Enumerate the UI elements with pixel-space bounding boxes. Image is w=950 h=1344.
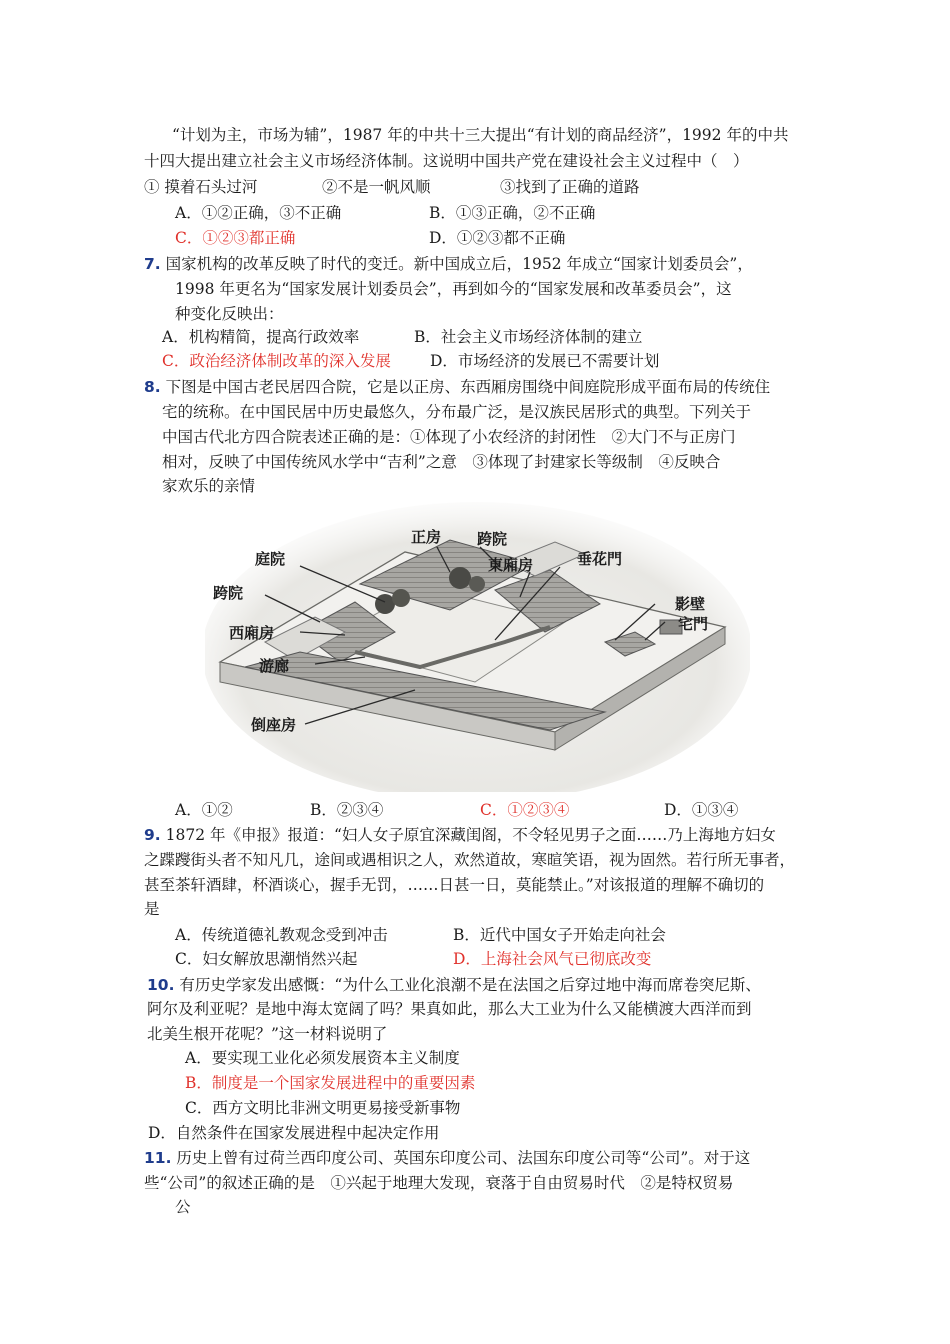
label-zhaimen: 宅門 [678,615,709,633]
q10-option-b[interactable]: B．制度是一个国家发展进程中的重要因素 [185,1074,476,1092]
tree-4 [469,576,485,592]
q10-line1 [147,975,761,995]
q7-line1 [144,254,753,274]
q9-option-c[interactable]: C．妇女解放思潮悄然兴起 [175,950,358,968]
q6-statement-2: ②不是一帆风顺 [322,178,431,196]
q8-option-d[interactable]: D．①③④ [664,801,739,819]
q10-number: 10. [147,976,175,994]
q7-number: 7. [144,255,161,273]
q7-option-b[interactable]: B．社会主义市场经济体制的建立 [414,328,643,346]
q9-options-row2 [175,949,651,969]
q9-line2: 之蹀躞街头者不知凡几，途间或遇相识之人，欢然道故，寒暄笑语，视为固然。若行所无事者， [144,851,796,869]
q9-line4: 是 [144,900,160,918]
q8-text-1: 下图是中国古老民居四合院，它是以正房、东西厢房围绕中间庭院形成平面布局的传统住 [165,378,771,396]
q6-option-d[interactable]: D．①②③都不正确 [429,229,566,247]
q8-line1 [144,377,770,397]
label-youlang: 游廊 [259,657,290,675]
q9-option-a[interactable]: A．传统道德礼教观念受到冲击 [175,926,388,944]
q6-statement-1: ① 摸着石头过河 [144,178,258,196]
q8-number: 8. [144,378,161,396]
q10-text-1: 有历史学家发出感慨：“为什么工业化浪潮不是在法国之后穿过地中海而席卷突尼斯、 [179,976,761,994]
q8-option-c[interactable]: C．①②③④ [480,801,570,819]
q10-line2: 阿尔及利亚呢？是地中海太宽阔了吗？果真如此，那么大工业为什么又能横渡大西洋而到 [147,1000,752,1018]
q9-number: 9. [144,826,161,844]
tree-2 [392,589,410,607]
q7-line3: 种变化反映出： [175,305,284,323]
q9-line3: 甚至茶轩酒肆，杯酒谈心，握手无罚，……日甚一日，莫能禁止。”对该报道的理解不确切的 [144,876,765,894]
label-chuihuamen: 垂花門 [577,550,623,568]
q7-text-1: 国家机构的改革反映了时代的变迁。新中国成立后，1952 年成立“国家计划委员会”， [165,255,753,273]
q9-option-d[interactable]: D．上海社会风气已彻底改变 [453,950,652,968]
label-dongxiangfang: 東廂房 [488,556,534,574]
q7-options-row1 [162,327,642,347]
q6-line2: 十四大提出建立社会主义市场经济体制。这说明中国共产党在建设社会主义过程中（ ） [144,152,749,170]
q8-line5: 家欢乐的亲情 [162,477,256,495]
q11-line3: 公 [175,1198,191,1216]
q10-option-c[interactable]: C．西方文明比非洲文明更易接受新事物 [185,1099,461,1117]
q7-option-c[interactable]: C．政治经济体制改革的深入发展 [162,352,391,370]
q11-text-1: 历史上曾有过荷兰西印度公司、英国东印度公司、法国东印度公司等“公司”。对于这 [176,1149,751,1167]
label-xiangfang-west: 西廂房 [229,624,275,642]
q6-line1: “计划为主，市场为辅”，1987 年的中共十三大提出“有计划的商品经济”，1992 年的中共 [172,126,789,144]
tree-3 [449,567,471,589]
q6-option-c[interactable]: C．①②③都正确 [175,229,296,247]
q6-option-b[interactable]: B．①③正确，②不正确 [429,204,596,222]
label-tingyuan: 庭院 [255,550,286,568]
q9-line1 [144,825,776,845]
q7-option-d[interactable]: D．市场经济的发展已不需要计划 [430,352,660,370]
label-yingbi: 影壁 [675,595,706,613]
q6-statements [144,177,640,197]
q7-option-a[interactable]: A．机构精简，提高行政效率 [162,328,360,346]
q8-option-b[interactable]: B．②③④ [310,801,384,819]
label-daozuofang: 倒座房 [251,716,297,734]
q6-option-a[interactable]: A．①②正确，③不正确 [175,204,342,222]
q11-number: 11. [144,1149,172,1167]
q7-line2: 1998 年更名为“国家发展计划委员会”，再到如今的“国家发展和改革委员会”，这 [175,280,732,298]
q8-line3: 中国古代北方四合院表述正确的是：①体现了小农经济的封闭性 ②大门不与正房门 [162,428,736,446]
q8-line4: 相对，反映了中国传统风水学中“吉利”之意 ③体现了封建家长等级制 ④反映合 [162,453,721,471]
label-zhengfang: 正房 [411,528,442,546]
label-kuayuan-top: 跨院 [477,530,508,548]
q8-option-a[interactable]: A．①② [175,801,233,819]
q6-options-row1 [175,203,595,223]
q8-line2: 宅的统称。在中国民居中历史最悠久，分布最广泛，是汉族民居形式的典型。下列关于 [162,403,752,421]
label-kuayuan-left: 跨院 [213,584,244,602]
siheyuan-diagram [205,492,750,792]
q11-line2: 些“公司”的叙述正确的是 ①兴起于地理大发现，衰落于自由贸易时代 ②是特权贸易 [144,1174,734,1192]
q9-option-b[interactable]: B．近代中国女子开始走向社会 [453,926,666,944]
q7-options-row2 [162,351,659,371]
tree-1 [375,594,395,614]
q10-line3: 北美生根开花呢？”这一材料说明了 [147,1025,388,1043]
q8-options [175,800,738,820]
q9-text-1: 1872 年《申报》报道：“妇人女子原宜深藏闺阁，不令轻见男子之面……乃上海地方妇女 [165,826,776,844]
q6-statement-3: ③找到了正确的道路 [500,178,640,196]
q6-options-row2 [175,228,565,248]
q10-option-a[interactable]: A．要实现工业化必须发展资本主义制度 [185,1049,460,1067]
q9-options-row1 [175,925,666,945]
q11-line1 [144,1148,750,1168]
q10-option-d[interactable]: D．自然条件在国家发展进程中起决定作用 [148,1124,440,1142]
